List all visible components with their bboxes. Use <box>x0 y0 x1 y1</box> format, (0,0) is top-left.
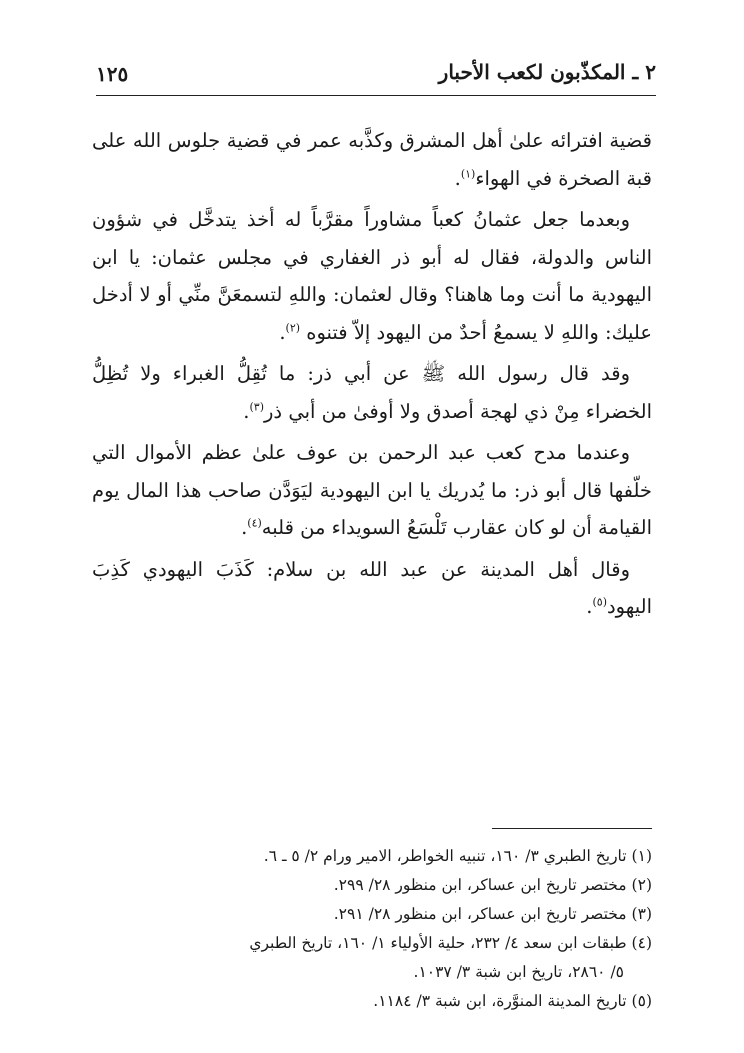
paragraph: قضية افترائه علىٰ أهل المشرق وكذَّبه عمر في قضية جلوس الله على قبة الصخرة في الهواء$^{(١)}$. <box>92 129 652 190</box>
footnote-number: (٢) <box>631 876 652 894</box>
footnote-ref: (١) <box>460 167 476 180</box>
footnote <box>92 987 652 1016</box>
paragraph: وبعدما جعل عثمانُ كعباً مشاوراً مقرَّباً له أخذ يتدخَّل في شؤون الناس والدولة، فقال له أبو ذر الغفاري في مجلس عثمان: يا ابن اليهودية ما أنت وما هاهنا؟ وقال لعثمان: واللهِ لتسمعَنَّ منِّي أو لا أدخل عليك: واللهِ لا يسمعُ أحدٌ من اليهود إلاّ فتنوه $^{(٢)}$. <box>92 208 652 344</box>
footnote-ref: (٤) <box>247 516 262 530</box>
page-number: ١٢٥ <box>96 62 129 86</box>
footnote-divider <box>492 828 652 829</box>
footnote <box>92 842 652 871</box>
footnote-text: مختصر تاريخ ابن عساكر، ابن منظور ٢٨/ ٢٩٩. <box>333 876 627 894</box>
paragraph: وقال أهل المدينة عن عبد الله بن سلام: كَذَبَ اليهودي كَذِبَ اليهود$^{(٥)}$. <box>92 557 652 618</box>
footnote-continuation: ٥/ ٢٨٦٠، تاريخ ابن شبة ٣/ ١٠٣٧. <box>413 963 624 981</box>
paragraph: وقد قال رسول الله ﷺ عن أبي ذر: ما تُقِلُّ الغبراء ولا تُظِلُّ الخضراء مِنْ ذي لهجة أصدق ولا أوفىٰ من أبي ذر$^{(٣)}$. <box>92 362 652 423</box>
footnote-text: تاريخ الطبري ٣/ ١٦٠، تنبيه الخواطر، الامير ورام ٢/ ٥ ـ ٦. <box>263 847 627 865</box>
chapter-title: ٢ ـ المكذّبون لكعب الأحبار <box>438 60 656 84</box>
footnotes <box>92 842 652 1016</box>
body-text <box>92 122 652 630</box>
footnote-number: (٥) <box>631 992 652 1010</box>
footnote <box>92 929 652 987</box>
footnote-ref: (٢) <box>285 321 301 334</box>
footnote-ref: (٣) <box>249 400 265 413</box>
header-divider <box>96 95 656 96</box>
footnote <box>92 871 652 900</box>
footnote-number: (١) <box>631 847 652 865</box>
footnote-ref: (٥) <box>592 595 607 609</box>
footnote-number: (٤) <box>631 934 652 952</box>
footnote-number: (٣) <box>631 905 652 923</box>
footnote-text: طبقات ابن سعد ٤/ ٢٣٢، حلية الأولياء ١/ ١٦٠، تاريخ الطبري <box>249 934 627 952</box>
paragraph: وعندما مدح كعب عبد الرحمن بن عوف علىٰ عظم الأموال التي خلّفها قال أبو ذر: ما يُدريك يا ابن اليهودية ليَوَدَّن صاحب هذا المال يوم القيامة أن لو كان عقارب تَلْسَعُ السويداء من قلبه$^{(٤)}$. <box>92 441 652 539</box>
footnote <box>92 900 652 929</box>
footnote-text: تاريخ المدينة المنوَّرة، ابن شبة ٣/ ١١٨٤. <box>373 992 627 1010</box>
running-header <box>96 56 656 96</box>
footnote-text: مختصر تاريخ ابن عساكر، ابن منظور ٢٨/ ٢٩١. <box>333 905 627 923</box>
